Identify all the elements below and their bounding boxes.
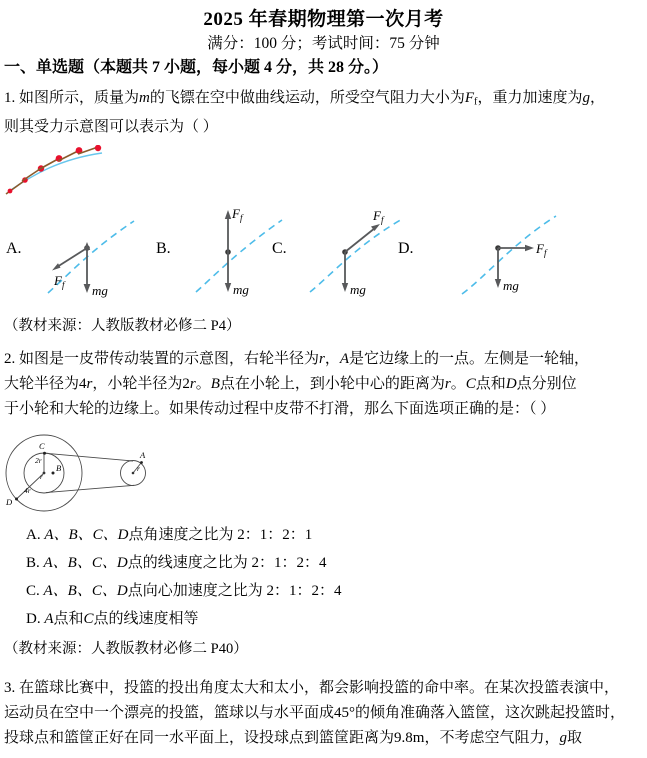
q2-var-r: r: [319, 351, 325, 367]
q1-text-a: 1. 如图所示，质量为: [4, 90, 140, 106]
q2-option-d-point-a: A: [44, 611, 54, 627]
q2-option-b-letter: B.: [26, 555, 40, 571]
svg-text:mg: mg: [350, 282, 366, 297]
q1-var-F: F: [464, 90, 475, 106]
q2-option-b-ratio: 2：1：2：4: [251, 555, 327, 571]
q3-distance-value: 9.8m: [394, 730, 425, 746]
svg-text:Ff: $F_f$: [373, 208, 384, 225]
q3-text-a: 运动员在空中一个漂亮的投篮，篮球以与水平面成: [4, 705, 335, 721]
q1-option-c-letter: C.: [272, 240, 287, 257]
q1-var-m: m: [139, 90, 150, 106]
q3b-text-a: 投球点和篮筐正好在同一水平面上，设投球点到篮筐距离为: [4, 730, 395, 746]
svg-text:Ff: $F_f$: [536, 241, 547, 258]
q2b-text-g: 点分别位: [516, 376, 577, 392]
q2-var-r-small: r: [189, 376, 196, 392]
q2-option-a-letter: A.: [26, 527, 41, 543]
q1-text-c: ，重力加速度为: [477, 90, 583, 106]
question-2-text: [4, 347, 644, 422]
q2b-text-c: 。: [195, 376, 211, 392]
page-title: 2025 年春期物理第一次月考: [203, 9, 444, 30]
q2-option-b: [26, 551, 326, 572]
q2b-text-b: ，小轮半径为: [92, 376, 183, 392]
question-3-line-2: [4, 701, 644, 726]
exam-subtitle: 满分：100 分；考试时间：75 分钟: [207, 35, 440, 52]
q1-var-F-sub: f: [474, 96, 478, 108]
q2-option-d-mid: 点和: [53, 611, 84, 627]
q2b-text-a: 大轮半径为: [4, 376, 80, 392]
q3b-text-c: 取: [566, 730, 582, 746]
q1-text-b: 的飞镖在空中做曲线运动，所受空气阻力大小为: [149, 90, 465, 106]
q3b-text-b: ，不考虑空气阻力，: [424, 730, 560, 746]
q2-option-c: [26, 579, 341, 600]
svg-text:2r: 2r: [35, 456, 42, 465]
q3-var-g: g: [559, 730, 567, 746]
q2-var-C: C: [465, 376, 476, 392]
q2-option-d-letter: D.: [26, 611, 41, 627]
q2-var-D: D: [505, 376, 517, 392]
question-2-line-2: [4, 372, 644, 397]
q1-option-a-letter: A.: [6, 240, 22, 257]
svg-text:mg: mg: [92, 283, 108, 298]
svg-text:mg: mg: [233, 282, 249, 297]
q2-var-A: A: [339, 351, 350, 367]
question-1-line-1: [4, 86, 644, 115]
q1-option-a-figure: [34, 205, 150, 305]
q2-num-4: 4: [79, 376, 87, 392]
q2-text-c: 是它边缘上的一点。左侧是一轮轴，: [349, 351, 590, 367]
question-3-text: [4, 676, 644, 751]
q2-text-a: 2. 如图是一皮带传动装置的示意图，右轮半径为: [4, 351, 320, 367]
svg-text:r: r: [40, 472, 43, 481]
q1-text-d: ，: [589, 90, 605, 106]
svg-text:B: B: [56, 463, 62, 473]
q2b-text-e: 。: [450, 376, 466, 392]
q2-text-b: ，: [324, 351, 340, 367]
q1-option-b-letter: B.: [156, 240, 171, 257]
question-1-text: [4, 86, 644, 140]
svg-text:Ff: $F_f$: [54, 273, 65, 290]
q1-option-d-letter: D.: [398, 240, 414, 257]
question-3-line-1: 3. 在篮球比赛中，投篮的投出角度太大和太小，都会影响投篮的命中率。在某次投篮表演中，: [4, 680, 620, 696]
q1-source-note: （教材来源：人教版教材必修二 P4）: [4, 318, 241, 334]
svg-text:Ff: $F_f$: [232, 206, 243, 223]
q2-source-note: （教材来源：人教版教材必修二 P40）: [4, 641, 248, 657]
q2-option-c-points: A、B、C、D: [43, 583, 128, 599]
q3-angle-value: 45°: [334, 705, 356, 721]
q1-var-g: g: [582, 90, 590, 106]
q2-var-r-big: r: [86, 376, 93, 392]
q2-option-c-ratio: 2：1：2：4: [266, 583, 342, 599]
q1-option-d-figure: [460, 200, 590, 304]
question-3-line-3: [4, 726, 644, 751]
svg-text:C: C: [39, 441, 45, 451]
q2-option-a-ratio: 2：1：2：1: [237, 527, 313, 543]
q2-option-b-points: A、B、C、D: [43, 555, 128, 571]
dart-trajectory-figure: [2, 145, 122, 200]
svg-text:r: r: [137, 464, 140, 473]
q2-option-a-points: A、B、C、D: [44, 527, 129, 543]
svg-text:mg: mg: [503, 278, 519, 293]
q2b-text-f: 点和: [475, 376, 506, 392]
svg-text:A: A: [140, 450, 146, 460]
q2-option-c-letter: C.: [26, 583, 40, 599]
section-heading: 一、单选题（本题共 7 小题，每小题 4 分，共 28 分。）: [4, 59, 389, 76]
svg-text:D: D: [6, 497, 13, 507]
q2-option-d-point-c: C: [83, 611, 94, 627]
q3-text-b: 的倾角准确落入篮筐，这次跳起投篮时，: [355, 705, 626, 721]
q2-option-d: [26, 607, 199, 628]
q2-var-r2: r: [444, 376, 451, 392]
belt-drive-diagram: [0, 425, 230, 517]
q2-var-B: B: [210, 376, 220, 392]
question-2-line-1: [4, 347, 644, 372]
q2-option-a-text: 点角速度之比为: [128, 527, 234, 543]
q2-option-b-text: 点的线速度之比为: [127, 555, 248, 571]
q2b-text-d: 点在小轮上，到小轮中心的距离为: [219, 376, 445, 392]
question-2-line-3: 于小轮和大轮的边缘上。如果传动过程中皮带不打滑，那么下面选项正确的是：（ ）: [4, 401, 556, 417]
question-1-line-2: 则其受力示意图可以表示为（ ）: [4, 118, 218, 135]
q2-option-d-text: 点的线速度相等: [93, 611, 199, 627]
q2-num-2: 2: [182, 376, 190, 392]
q2-option-c-text: 点向心加速度之比为: [127, 583, 263, 599]
svg-text:4r: 4r: [24, 486, 31, 495]
q2-option-a: [26, 523, 312, 544]
